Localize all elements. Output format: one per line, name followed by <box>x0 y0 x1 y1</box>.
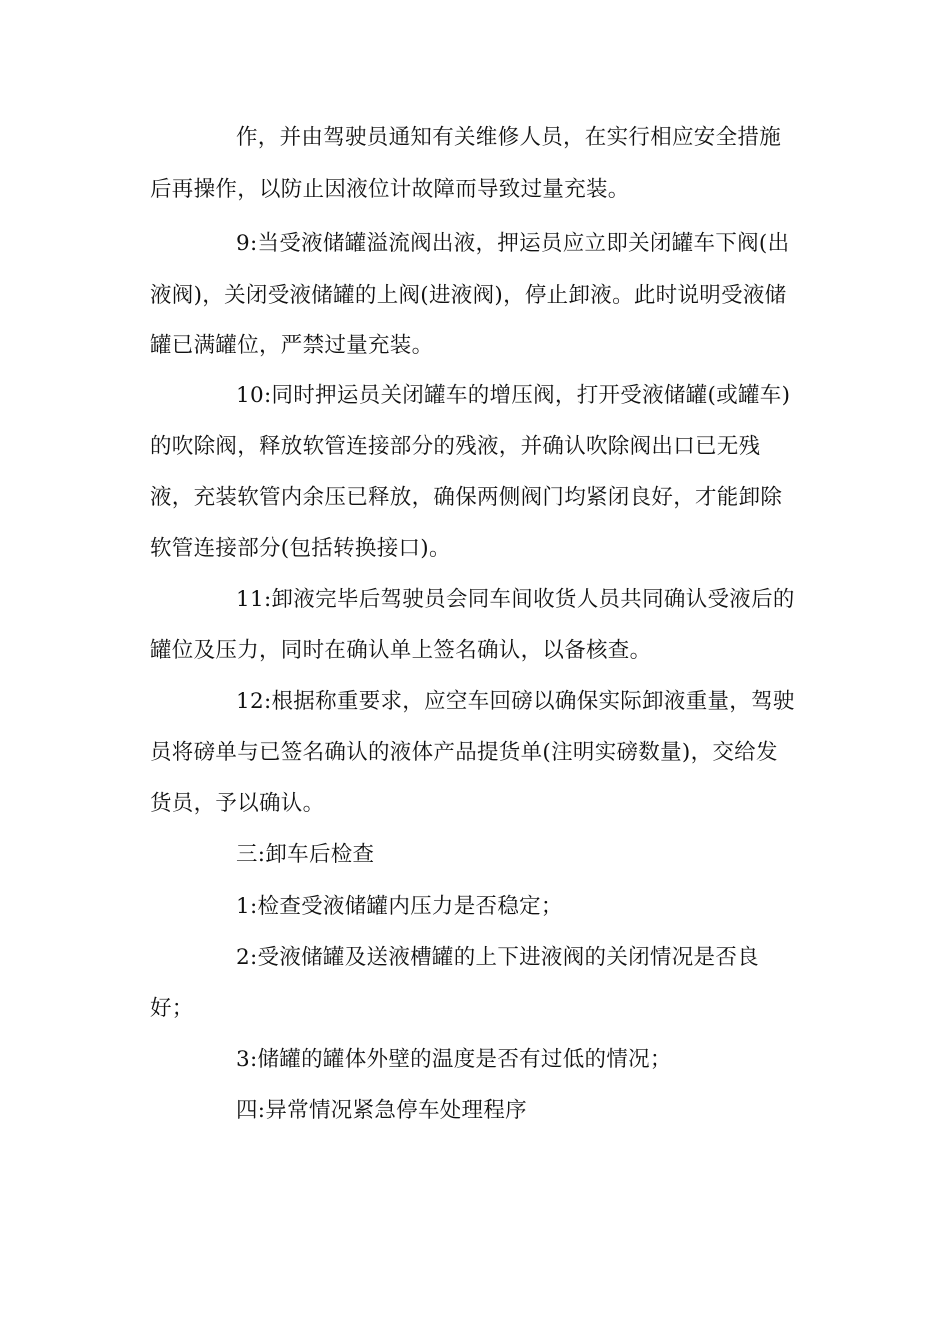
item-11-line-1: 11:卸液完毕后驾驶员会同车间收货人员共同确认受液后的 <box>236 587 795 612</box>
item-12-line-1: 12:根据称重要求，应空车回磅以确保实际卸液重量，驾驶 <box>236 689 795 714</box>
check-3-line-1: 3:储罐的罐体外壁的温度是否有过低的情况； <box>236 1047 672 1072</box>
item-9-line-3: 罐已满罐位，严禁过量充装。 <box>150 333 434 358</box>
item-10-line-2: 的吹除阀，释放软管连接部分的残液，并确认吹除阀出口已无残 <box>150 434 761 459</box>
item-9-line-2: 液阀)，关闭受液储罐的上阀(进液阀)，停止卸液。此时说明受液储 <box>150 283 787 308</box>
check-2-line-1: 2:受液储罐及送液槽罐的上下进液阀的关闭情况是否良 <box>236 945 759 970</box>
check-2-line-2: 好； <box>150 996 194 1021</box>
check-1-line-1: 1:检查受液储罐内压力是否稳定； <box>236 894 563 919</box>
section-heading-4: 四:异常情况紧急停车处理程序 <box>236 1098 527 1123</box>
item-9-line-1: 9:当受液储罐溢流阀出液，押运员应立即关闭罐车下阀(出 <box>236 231 790 256</box>
item-10-line-3: 液，充装软管内余压已释放，确保两侧阀门均紧闭良好，才能卸除 <box>150 485 783 510</box>
item-11-line-2: 罐位及压力，同时在确认单上签名确认，以备核查。 <box>150 638 652 663</box>
item-12-line-2: 员将磅单与已签名确认的液体产品提货单(注明实磅数量)，交给发 <box>150 740 778 765</box>
item-12-line-3: 货员，予以确认。 <box>150 791 325 816</box>
section-heading-3: 三:卸车后检查 <box>236 842 375 867</box>
paragraph-continuation-line-2: 后再操作，以防止因液位计故障而导致过量充装。 <box>150 177 630 202</box>
item-10-line-1: 10:同时押运员关闭罐车的增压阀，打开受液储罐(或罐车) <box>236 383 791 408</box>
item-10-line-4: 软管连接部分(包括转换接口)。 <box>150 536 451 561</box>
paragraph-continuation-line-1: 作，并由驾驶员通知有关维修人员，在实行相应安全措施 <box>236 125 782 150</box>
